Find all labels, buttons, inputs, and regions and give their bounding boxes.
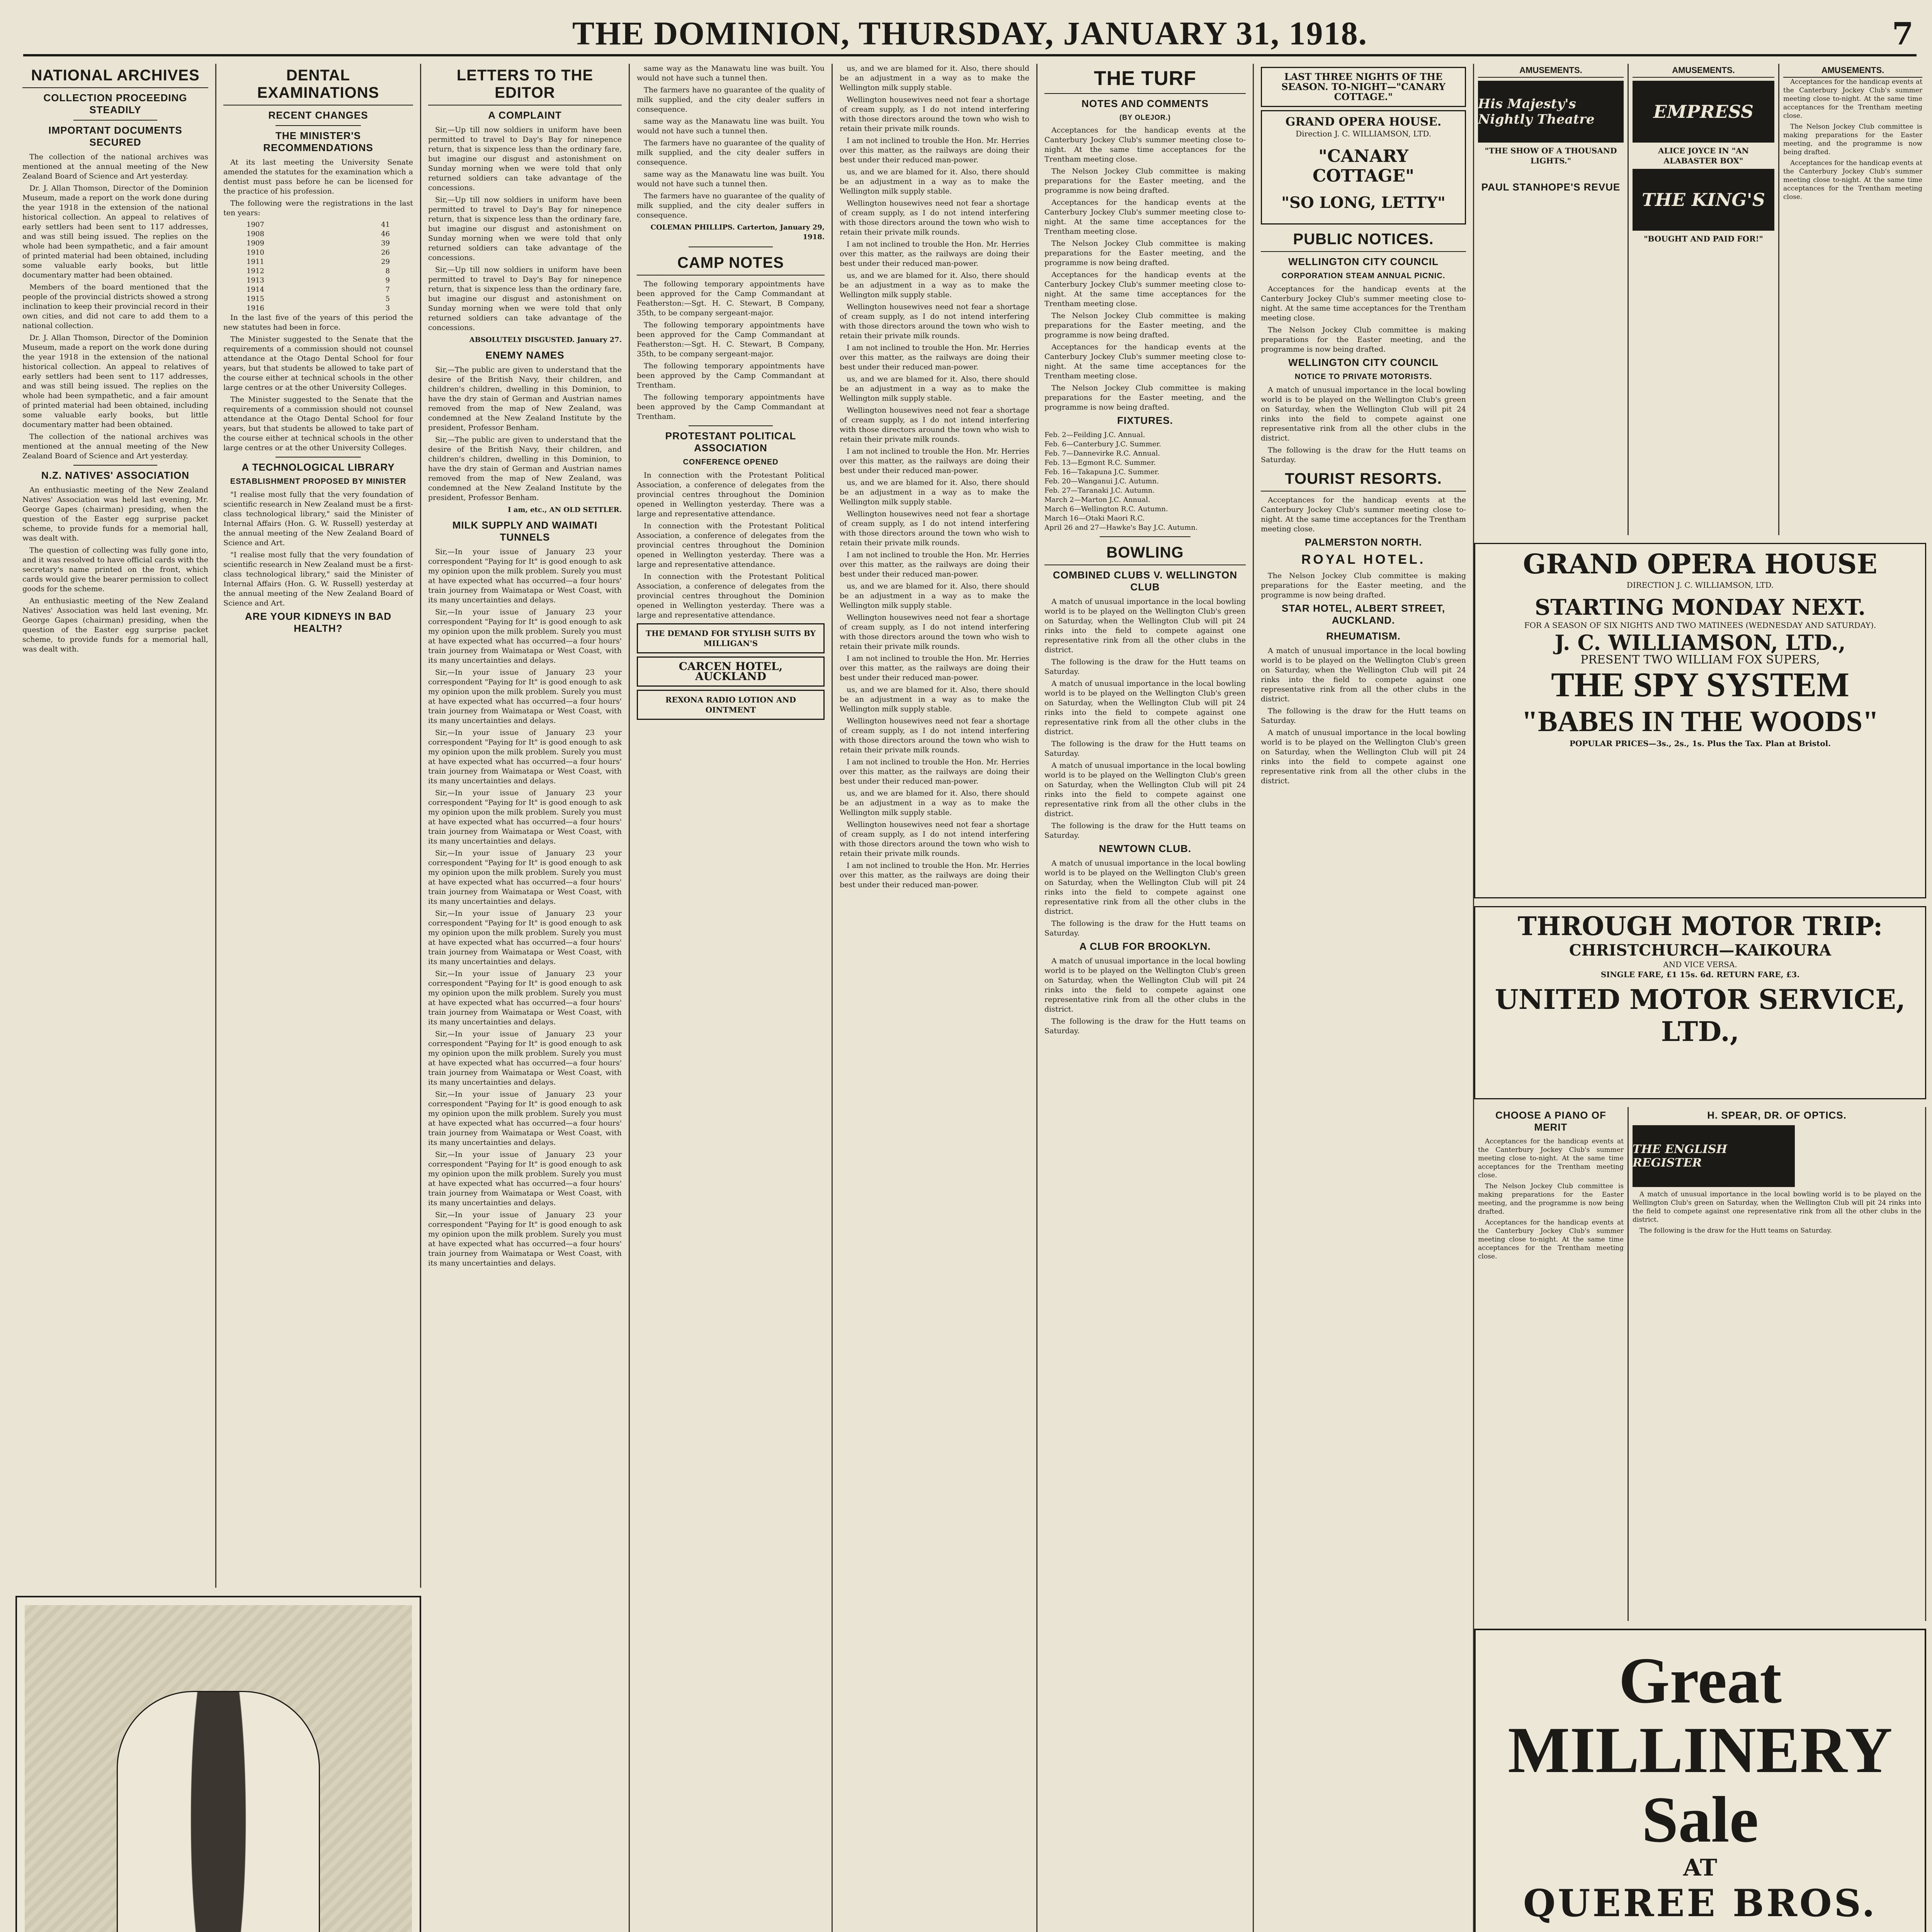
paragraph: Acceptances for the handicap events at the Canterbury Jockey Club's summer meeting close to-night. At the same time acceptances for the Trentham meeting close. [1783,159,1922,201]
section-heading: TOURIST RESORTS. [1261,467,1466,492]
paragraph: The Nelson Jockey Club committee is making preparations for the Easter meeting, and the programme is now being drafted. [1783,123,1922,156]
list-item: 1912 8 [247,267,390,275]
notice-heading: CORPORATION STEAM ANNUAL PICNIC. [1281,272,1446,280]
paragraph: Wellington housewives need not fear a shortage of cream supply, as I do not intend interfering with those directors around the town who wish to retain their private milk rounds. [840,820,1029,858]
paragraph: Sir,—In your issue of January 23 your correspondent "Paying for It" is good enough to ask my opinion upon the milk problem. Surely you must at have expected what has occurred—a four hours' train journey from Waimatapa or West Coast, with its many uncertainties and delays. [428,849,622,906]
paragraph: The Nelson Jockey Club committee is making preparations for the Easter meeting, and the programme is now being drafted. [1044,384,1246,412]
show-title: "SO LONG, LETTY" [1281,194,1446,212]
paragraph: The farmers have no guarantee of the quality of milk supplied, and the city dealer suffers in consequence. [637,86,825,114]
paragraph: us, and we are blamed for it. Also, there should be an adjustment in a way as to make the Wellington milk supply stable. [840,168,1029,196]
paragraph: Wellington housewives need not fear a shortage of cream supply, as I do not intend interfering with those directors around the town who wish to retain their private milk rounds. [840,717,1029,754]
section-heading: PUBLIC NOTICES. [1261,228,1466,252]
ad-column [1629,1107,1926,1621]
list-item: Feb. 7—Dannevirke R.C. Annual. [1044,449,1160,457]
classified-ad [637,690,825,720]
paragraph: The farmers have no guarantee of the quality of milk supplied, and the city dealer suffers in consequence. [637,192,825,219]
paragraph: The Nelson Jockey Club committee is making preparations for the Easter meeting, and the programme is now being drafted. [1261,571,1466,599]
list-item: 1914 7 [247,286,390,294]
paragraph: The following is the draw for the Hutt teams on Saturday. [1044,919,1246,937]
paragraph: A match of unusual importance in the local bowling world is to be played on the Wellington Club's green on Saturday, when the Wellington Club will pit 24 rinks into the field to compete against one representative rink from all the other clubs in the district. [1261,646,1466,703]
article-body [428,547,622,1268]
paragraph: us, and we are blamed for it. Also, there should be an adjustment in a way as to make the Wellington milk supply stable. [840,685,1029,713]
fixtures-list [1044,430,1246,532]
paragraph: A match of unusual importance in the local bowling world is to be played on the Wellington Club's green on Saturday, when the Wellington Club will pit 24 rinks into the field to compete against one representative rink from all the other clubs in the district. [1261,386,1466,442]
article-heading: CAMP NOTES [637,251,825,276]
ad-text: LAST THREE NIGHTS OF THE SEASON. TO-NIGHT—"CANARY COTTAGE." [1281,71,1446,102]
paragraph: I am not inclined to trouble the Hon. Mr. Herries over this matter, as the railways are doing their best under their reduced man-power. [840,654,1029,682]
ad-column [1629,64,1779,535]
article-subheading: COMBINED CLUBS V. WELLINGTON CLUB [1053,569,1238,593]
ad-title: J. C. WILLIAMSON, LTD., [1554,630,1846,655]
article-subheading: NOTES AND COMMENTS [1081,98,1209,109]
paragraph: Sir,—In your issue of January 23 your correspondent "Paying for It" is good enough to ask my opinion upon the milk problem. Surely you must at have expected what has occurred—a four hours' train journey from Waimatapa or West Coast, with its many uncertainties and delays. [428,1090,622,1147]
section-label: AMUSEMENTS. [1783,64,1922,78]
paragraph: Acceptances for the handicap events at the Canterbury Jockey Club's summer meeting close to-night. At the same time acceptances for the Trentham meeting close. [1044,343,1246,380]
article-subheading: ENEMY NAMES [485,349,565,361]
show-title: "CANARY COTTAGE" [1312,146,1415,186]
column-camp-notes [630,64,833,1932]
article-subheading: CONFERENCE OPENED [683,458,779,466]
article-body [22,152,208,461]
article-subheading: THE MINISTER'S RECOMMENDATIONS [263,130,373,153]
ad-title: PAUL STANHOPE'S REVUE [1481,181,1621,193]
ad-title: UNITED MOTOR SERVICE, LTD., [1495,983,1906,1048]
lady-figure [117,1691,320,1932]
ad-body [1633,1190,1921,1235]
column-notices [1254,64,1474,1932]
paragraph: The Minister suggested to the Senate that the requirements of a commission should not counsel attendance at the Otago Dental School for four years, but that students be allowed to take part of the course either at technical schools in the other large centres or at the other University Colleges. [223,335,413,392]
shop-name: QUEREE BROS. [1523,1881,1877,1925]
paragraph: An enthusiastic meeting of the New Zealand Natives' Association was held last evening, Mr. George Gapes (chairman) presiding, when the question of the Easter egg surprise packet scheme, to provide funds for a memorial hall, was dealt with. [22,597,208,653]
paragraph: Wellington housewives need not fear a shortage of cream supply, as I do not intend interfering with those directors around the town who wish to retain their private milk rounds. [840,406,1029,444]
list-item: Feb. 20—Wanganui J.C. Autumn. [1044,477,1159,485]
ad-text: DIRECTION J. C. WILLIAMSON, LTD. [1626,580,1774,590]
article-subheading: IMPORTANT DOCUMENTS SECURED [48,124,182,148]
ad-column [1474,64,1629,535]
paragraph: Sir,—The public are given to understand that the desire of the British Navy, their children, and children's children, dwelling in this Dominion, to have the dry stain of German and Austrian names removed from the map of New Zealand, was condemned at the New Zealand Institute by the president, Professor Benham. [428,366,622,432]
paragraph: us, and we are blamed for it. Also, there should be an adjustment in a way as to make the Wellington milk supply stable. [840,478,1029,506]
list-item: March 2—Marton J.C. Annual. [1044,496,1150,504]
masthead [23,12,1917,56]
paragraph: The following is the draw for the Hutt teams on Saturday. [1044,740,1246,758]
english-register-logo: THE ENGLISH REGISTER [1633,1125,1795,1187]
paragraph: The following is the draw for the Hutt teams on Saturday. [1044,1017,1246,1035]
paragraph: The Nelson Jockey Club committee is making preparations for the Easter meeting, and the programme is now being drafted. [1044,239,1246,267]
column-dental-examinations [216,64,421,1588]
paragraph: Wellington housewives need not fear a shortage of cream supply, as I do not intend interfering with those directors around the town who wish to retain their private milk rounds. [840,613,1029,651]
paragraph: "I realise most fully that the very foundation of scientific research in New Zealand must be a first-class technological library," said the Minister of Internal Affairs (Hon. G. W. Russell) yesterday at the annual meeting of the New Zealand Board of Science and Art. [223,490,413,547]
paragraph: Sir,—In your issue of January 23 your correspondent "Paying for It" is good enough to ask my opinion upon the milk problem. Surely you must at have expected what has occurred—a four hours' train journey from Waimatapa or West Coast, with its many uncertainties and delays. [428,909,622,966]
paragraph: A match of unusual importance in the local bowling world is to be played on the Wellington Club's green on Saturday, when the Wellington Club will pit 24 rinks into the field to compete against one representative rink from all the other clubs in the district. [1044,859,1246,916]
ad-text: THE DEMAND FOR STYLISH SUITS BY MILLIGAN'S [646,629,816,648]
ad-title: CHOOSE A PIANO OF MERIT [1495,1109,1606,1133]
article-body [223,313,413,453]
paragraph: Dr. J. Allan Thomson, Director of the Dominion Museum, made a report on the work done during the year 1918 in the extension of the national historical collection. An appeal to relatives of early settlers had been sent to 117 addresses, and was still being issued. The replies on the whole had been sympathetic, and a fair amount of printed material had been obtained, including some valuable early books, but little documentary matter had been obtained. [22,333,208,429]
paragraph: The following is the draw for the Hutt teams on Saturday. [1639,1227,1832,1235]
paragraph: Sir,—In your issue of January 23 your correspondent "Paying for It" is good enough to ask my opinion upon the milk problem. Surely you must at have expected what has occurred—a four hours' train journey from Waimatapa or West Coast, with its many uncertainties and delays. [428,548,622,604]
classified-ad [637,623,825,653]
article-subheading: NEWTOWN CLUB. [1099,843,1192,854]
ad-text: AND VICE VERSA. [1663,960,1737,969]
notice-heading: NOTICE TO PRIVATE MOTORISTS. [1294,372,1432,381]
paragraph: Sir,—In your issue of January 23 your correspondent "Paying for It" is good enough to ask my opinion upon the milk problem. Surely you must at have expected what has occurred—a four hours' train journey from Waimatapa or West Coast, with its many uncertainties and delays. [428,728,622,785]
list-item: March 16—Otaki Maori R.C. [1044,514,1145,522]
paragraph: The Minister suggested to the Senate that the requirements of a commission should not counsel attendance at the Otago Dental School for four years, but that students be allowed to take part of the course either at technical schools in the other large centres or at the other University Colleges. [223,395,413,452]
ad-text: SINGLE FARE, £1 15s. 6d. RETURN FARE, £3. [1600,970,1800,979]
paragraph: Dr. J. Allan Thomson, Director of the Dominion Museum, made a report on the work done during the year 1918 in the extension of the national historical collection. An appeal to relatives of early settlers had been sent to 117 addresses, and was still being issued. The replies on the whole had been sympathetic, and a fair amount of printed material had been obtained, including some valuable early books, but little documentary matter had been obtained. [22,184,208,279]
paragraph: An enthusiastic meeting of the New Zealand Natives' Association was held last evening, Mr. George Gapes (chairman) presiding, when the question of the Easter egg surprise packet scheme, to provide funds for a memorial hall, was dealt with. [22,486,208,543]
list-item: 1909 39 [247,239,390,247]
list-item: 1911 29 [247,258,390,266]
paragraph: Wellington housewives need not fear a shortage of cream supply, as I do not intend interfering with those directors around the town who wish to retain their private milk rounds. [840,199,1029,236]
article-subheading: ESTABLISHMENT PROPOSED BY MINISTER [230,477,406,486]
signature: COLEMAN PHILLIPS. Carterton, January 29, 1918. [650,223,825,241]
notice-heading: STAR HOTEL, ALBERT STREET, AUCKLAND. [1281,602,1446,626]
ad-body [1783,78,1922,201]
list-item: 1916 3 [247,304,390,312]
list-item: 1907 41 [247,221,390,229]
list-item: April 26 and 27—Hawke's Bay J.C. Autumn. [1044,524,1198,532]
list-item: 1913 9 [247,276,390,284]
page-number: 7 [1892,15,1913,52]
ad-title: CHRISTCHURCH—KAIKOURA [1569,941,1832,959]
signature: I am, etc., AN OLD SETTLER. [508,506,622,514]
article-body [22,485,208,654]
paragraph: Members of the board mentioned that the people of the provincial districts showed a strong inclination to keep their provincial record in their own cities, and did not care to add them to a national collection. [22,283,208,330]
paragraph: us, and we are blamed for it. Also, there should be an adjustment in a way as to make the Wellington milk supply stable. [840,789,1029,817]
ad-text: AT [1683,1854,1717,1881]
list-item: Feb. 6—Canterbury J.C. Summer. [1044,440,1161,448]
article-body [223,158,413,218]
article-body [1044,859,1246,938]
notice-heading: WELLINGTON CITY COUNCIL [1288,357,1439,368]
ad-title: H. SPEAR, DR. OF OPTICS. [1707,1109,1847,1121]
section-label: AMUSEMENTS. [1478,64,1624,78]
paragraph: Sir,—Up till now soldiers in uniform have been permitted to travel to Day's Bay for ninepence return, that is sixpence less than the ordinary fare, but imagine our disgust and astonishment on Sunday morning when we were told that only returned soldiers can take advantage of the concessions. [428,265,622,332]
article-subheading: A TECHNOLOGICAL LIBRARY [242,461,395,473]
article-body [223,490,413,608]
ad-text: PRESENT TWO WILLIAM FOX SUPERS, [1580,653,1820,667]
column-turf-bowling [1037,64,1254,1932]
paragraph: A match of unusual importance in the local bowling world is to be played on the Wellington Club's green on Saturday, when the Wellington Club will pit 24 rinks into the field to compete against one representative rink from all the other clubs in the district. [1044,761,1246,818]
kings-logo: THE KING'S [1633,169,1774,231]
notice-body [1261,495,1466,534]
list-item: 1910 26 [247,248,390,257]
paragraph: In the last five of the years of this period the new statutes had been in force. [223,313,413,332]
registrations-list [223,220,413,313]
article-subheading: MILK SUPPLY AND WAIMATI TUNNELS [452,519,598,543]
article-body [840,64,1029,890]
article-body [428,125,622,345]
paragraph: The collection of the national archives was mentioned at the annual meeting of the New Zealand Board of Science and Art yesterday. [22,153,208,180]
list-item: Feb. 27—Taranaki J.C. Autumn. [1044,486,1155,495]
paragraph: In connection with the Protestant Political Association, a conference of delegates from the provincial centres throughout the Dominion opened in Wellington yesterday. There was a large and representative attendance. [637,522,825,569]
list-item: 1908 46 [247,230,390,238]
kodak-advertisement [15,1596,421,1932]
paragraph: In connection with the Protestant Political Association, a conference of delegates from the provincial centres throughout the Dominion opened in Wellington yesterday. There was a large and representative attendance. [637,572,825,619]
paragraph: Sir,—In your issue of January 23 your correspondent "Paying for It" is good enough to ask my opinion upon the milk problem. Surely you must at have expected what has occurred—a four hours' train journey from Waimatapa or West Coast, with its many uncertainties and delays. [428,1211,622,1267]
paragraph: Acceptances for the handicap events at the Canterbury Jockey Club's summer meeting close to-night. At the same time acceptances for the Trentham meeting close. [1783,78,1922,120]
notice-heading: WELLINGTON CITY COUNCIL [1288,256,1439,267]
paragraph: The Nelson Jockey Club committee is making preparations for the Easter meeting, and the programme is now being drafted. [1044,311,1246,339]
paragraph: same way as the Manawatu line was built. You would not have such a tunnel then. [637,64,825,82]
article-heading: LETTERS TO THE EDITOR [428,64,622,105]
byline: (BY OLEJOR.) [1119,114,1171,121]
article-heading: NATIONAL ARCHIVES [22,64,208,88]
ad-text: ALICE JOYCE IN "AN ALABASTER BOX" [1658,146,1749,165]
advertisements-section [1474,64,1926,1932]
article-subheading: A CLUB FOR BROOKLYN. [1079,940,1211,952]
paragraph: The collection of the national archives was mentioned at the annual meeting of the New Zealand Board of Science and Art yesterday. [22,432,208,460]
paragraph: I am not inclined to trouble the Hon. Mr. Herries over this matter, as the railways are doing their best under their reduced man-power. [840,240,1029,268]
paragraph: A match of unusual importance in the local bowling world is to be played on the Wellington Club's green on Saturday, when the Wellington Club will pit 24 rinks into the field to compete against one representative rink from all the other clubs in the district. [1044,679,1246,736]
paragraph: same way as the Manawatu line was built. You would not have such a tunnel then. [637,117,825,135]
paragraph: I am not inclined to trouble the Hon. Mr. Herries over this matter, as the railways are doing their best under their reduced man-power. [840,344,1029,371]
article-heading: BOWLING [1044,541,1246,565]
paragraph: I am not inclined to trouble the Hon. Mr. Herries over this matter, as the railways are doing their best under their reduced man-power. [840,861,1029,889]
notice-heading: ROYAL HOTEL. [1301,552,1426,567]
section-label: AMUSEMENTS. [1633,64,1774,78]
paragraph: Sir,—In your issue of January 23 your correspondent "Paying for It" is good enough to ask my opinion upon the milk problem. Surely you must at have expected what has occurred—a four hours' train journey from Waimatapa or West Coast, with its many uncertainties and delays. [428,1150,622,1207]
paragraph: Acceptances for the handicap events at the Canterbury Jockey Club's summer meeting close to-night. At the same time acceptances for the Trentham meeting close. [1261,285,1466,322]
motor-service-ad [1474,906,1926,1099]
paragraph: The following were the registrations in the last ten years: [223,199,413,217]
ad-text: "BOUGHT AND PAID FOR!" [1644,234,1763,243]
paragraph: The Nelson Jockey Club committee is making preparations for the Easter meeting, and the programme is now being drafted. [1044,167,1246,195]
article-body [637,279,825,422]
ad-column [1779,64,1926,535]
paragraph: Sir,—In your issue of January 23 your correspondent "Paying for It" is good enough to ask my opinion upon the milk problem. Surely you must at have expected what has occurred—a four hours' train journey from Waimatapa or West Coast, with its many uncertainties and delays. [428,608,622,665]
paragraph: A match of unusual importance in the local bowling world is to be played on the Wellington Club's green on Saturday, when the Wellington Club will pit 24 rinks into the field to compete against one representative rink from all the other clubs in the district. [1633,1190,1921,1224]
paragraph: The following temporary appointments have been approved for the Camp Commandant at Featherston:—Sgt. H. C. Stewart, B Company, 35th, to be company sergeant-major. [637,280,825,317]
paragraph: The following is the draw for the Hutt teams on Saturday. [1261,446,1466,464]
paragraph: us, and we are blamed for it. Also, there should be an adjustment in a way as to make the Wellington milk supply stable. [840,375,1029,403]
paragraph: Acceptances for the handicap events at the Canterbury Jockey Club's summer meeting close to-night. At the same time acceptances for the Trentham meeting close. [1478,1219,1624,1260]
illustration-lady-with-camera [25,1605,412,1932]
list-item: March 6—Wellington R.C. Autumn. [1044,505,1168,513]
paragraph: The farmers have no guarantee of the quality of milk supplied, and the city dealer suffers in consequence. [637,139,825,167]
signature: ABSOLUTELY DISGUSTED. January 27. [469,336,622,344]
notice-body [1261,385,1466,465]
paragraph: The following is the draw for the Hutt teams on Saturday. [1044,821,1246,840]
paragraph: Sir,—In your issue of January 23 your correspondent "Paying for It" is good enough to ask my opinion upon the milk problem. Surely you must at have expected what has occurred—a four hours' train journey from Waimatapa or West Coast, with its many uncertainties and delays. [428,668,622,725]
article-body [428,365,622,515]
notice-body [1261,571,1466,600]
paragraph: The question of collecting was fully gone into, and it was resolved to have official cards with the secretary's name printed on the front, which cards would give the bearer permission to collect goods for the scheme. [22,546,208,593]
paragraph: Sir,—Up till now soldiers in uniform have been permitted to travel to Day's Bay for ninepence return, that is sixpence less than the ordinary fare, but imagine our disgust and astonishment on Sunday morning when we were told that only returned soldiers can take advantage of the concessions. [428,196,622,262]
paragraph: "I realise most fully that the very foundation of scientific research in New Zealand must be a first-class technological library," said the Minister of Internal Affairs (Hon. G. W. Russell) yesterday at the annual meeting of the New Zealand Board of Science and Art. [223,551,413,607]
paragraph: I am not inclined to trouble the Hon. Mr. Herries over this matter, as the railways are doing their best under their reduced man-power. [840,758,1029,786]
article-body [637,64,825,242]
empress-logo: EMPRESS [1633,81,1774,143]
paragraph: Sir,—In your issue of January 23 your correspondent "Paying for It" is good enough to ask my opinion upon the milk problem. Surely you must at have expected what has occurred—a four hours' train journey from Waimatapa or West Coast, with its many uncertainties and delays. [428,789,622,845]
article-body [1044,956,1246,1036]
article-heading: THE TURF [1044,64,1246,94]
paragraph: us, and we are blamed for it. Also, there should be an adjustment in a way as to make the Wellington milk supply stable. [840,271,1029,299]
article-subheading: N.Z. NATIVES' ASSOCIATION [41,469,190,481]
ad-title: STARTING MONDAY NEXT. [1534,595,1866,620]
paragraph: Wellington housewives need not fear a shortage of cream supply, as I do not intend interfering with those directors around the town who wish to retain their private milk rounds. [840,95,1029,133]
paragraph: In connection with the Protestant Political Association, a conference of delegates from the provincial centres throughout the Dominion opened in Wellington yesterday. There was a large and representative attendance. [637,471,825,518]
paragraph: The following temporary appointments have been approved by the Camp Commandant at Trentham. [637,393,825,421]
paragraph: A match of unusual importance in the local bowling world is to be played on the Wellington Club's green on Saturday, when the Wellington Club will pit 24 rinks into the field to compete against one representative rink from all the other clubs in the district. [1044,597,1246,654]
paragraph: Sir,—In your issue of January 23 your correspondent "Paying for It" is good enough to ask my opinion upon the milk problem. Surely you must at have expected what has occurred—a four hours' train journey from Waimatapa or West Coast, with its many uncertainties and delays. [428,1030,622,1087]
masthead-title: THE DOMINION, THURSDAY, JANUARY 31, 1918. [572,15,1368,52]
article-subheading: PROTESTANT POLITICAL ASSOCIATION [665,430,796,454]
list-item: Feb. 16—Takapuna J.C. Summer. [1044,468,1160,476]
notice-body [1261,646,1466,786]
ad-title: GRAND OPERA HOUSE. [1285,115,1442,129]
classified-ad [637,656,825,687]
paragraph: Wellington housewives need not fear a shortage of cream supply, as I do not intend interfering with those directors around the town who wish to retain their private milk rounds. [840,510,1029,547]
ad-column [1474,1107,1629,1621]
ad-text: Direction J. C. WILLIAMSON, LTD. [1296,129,1431,138]
paragraph: Acceptances for the handicap events at the Canterbury Jockey Club's summer meeting close to-night. At the same time acceptances for the Trentham meeting close. [1478,1138,1624,1179]
ad-text: REXONA RADIO LOTION AND OINTMENT [665,695,796,714]
ad-heading: ARE YOUR KIDNEYS IN BAD HEALTH? [245,611,392,634]
divider [689,425,773,426]
paragraph: The following temporary appointments have been approved by the Camp Commandant at Trentham. [637,362,825,389]
list-item: 1915 5 [247,295,390,303]
paragraph: The Nelson Jockey Club committee is making preparations for the Easter meeting, and the programme is now being drafted. [1261,326,1466,354]
ad-title: "BABES IN THE WOODS" [1521,705,1879,738]
divider [73,465,157,466]
paragraph: I am not inclined to trouble the Hon. Mr. Herries over this matter, as the railways are doing their best under their reduced man-power. [840,136,1029,164]
notice-heading: RHEUMATISM. [1326,630,1401,642]
ad-title: THE SPY SYSTEM [1551,666,1849,704]
list-item: Feb. 2—Feilding J.C. Annual. [1044,431,1145,439]
column-letters [421,64,630,1932]
notice-heading: PALMERSTON NORTH. [1304,536,1422,548]
paragraph: Acceptances for the handicap events at the Canterbury Jockey Club's summer meeting close to-night. At the same time acceptances for the Trentham meeting close. [1044,270,1246,308]
paragraph: us, and we are blamed for it. Also, there should be an adjustment in a way as to make the Wellington milk supply stable. [840,582,1029,610]
paragraph: At its last meeting the University Senate amended the statutes for the examination which a dentist must pass before he can be licensed for the practice of his profession. [223,158,413,196]
his-majestys-logo: His Majesty's Nightly Theatre [1478,81,1624,143]
theatre-ad [1261,67,1466,107]
paragraph: Sir,—Up till now soldiers in uniform have been permitted to travel to Day's Bay for ninepence return, that is sixpence less than the ordinary fare, but imagine our disgust and astonishment on Sunday morning when we were told that only returned soldiers can take advantage of the concessions. [428,126,622,192]
ad-text: FOR A SEASON OF SIX NIGHTS AND TWO MATINEES (WEDNESDAY AND SATURDAY). [1524,621,1876,630]
paragraph: Acceptances for the handicap events at the Canterbury Jockey Club's summer meeting close to-night. At the same time acceptances for the Trentham meeting close. [1044,126,1246,163]
article-body [1044,126,1246,412]
paragraph: Sir,—The public are given to understand that the desire of the British Navy, their children, and children's children, dwelling in this Dominion, to have the dry stain of German and Austrian names removed from the map of New Zealand, was condemned at the New Zealand Institute by the president, Professor Benham. [428,435,622,502]
column-milk-supply [833,64,1037,1932]
ad-text: "THE SHOW OF A THOUSAND LIGHTS." [1485,146,1617,165]
ad-text: POPULAR PRICES—3s., 2s., 1s. Plus the Tax. Plan at Bristol. [1569,739,1831,748]
divider [73,120,157,121]
paragraph: Sir,—In your issue of January 23 your correspondent "Paying for It" is good enough to ask my opinion upon the milk problem. Surely you must at have expected what has occurred—a four hours' train journey from Waimatapa or West Coast, with its many uncertainties and delays. [428,969,622,1026]
ad-title: THROUGH MOTOR TRIP: [1517,911,1883,941]
list-item: Feb. 13—Egmont R.C. Summer. [1044,459,1156,467]
article-body [637,471,825,620]
paragraph: Acceptances for the handicap events at the Canterbury Jockey Club's summer meeting close to-night. At the same time acceptances for the Trentham meeting close. [1261,496,1466,533]
paragraph: The Nelson Jockey Club committee is making preparations for the Easter meeting, and the programme is now being drafted. [1478,1182,1624,1216]
ad-body [1478,1137,1624,1261]
divider [276,125,361,126]
article-subheading: A COMPLAINT [488,109,562,121]
grand-opera-house-ad [1474,543,1926,898]
paragraph: A match of unusual importance in the local bowling world is to be played on the Wellington Club's green on Saturday, when the Wellington Club will pit 24 rinks into the field to compete against one representative rink from all the other clubs in the district. [1044,957,1246,1014]
paragraph: The following is the draw for the Hutt teams on Saturday. [1261,707,1466,725]
ad-title: GRAND OPERA HOUSE [1523,548,1878,580]
paragraph: I am not inclined to trouble the Hon. Mr. Herries over this matter, as the railways are doing their best under their reduced man-power. [840,447,1029,475]
paragraph: The following is the draw for the Hutt teams on Saturday. [1044,658,1246,676]
ad-text: CARCEN HOTEL, AUCKLAND [679,660,783,683]
paragraph: same way as the Manawatu line was built. You would not have such a tunnel then. [637,170,825,188]
paragraph: Acceptances for the handicap events at the Canterbury Jockey Club's summer meeting close to-night. At the same time acceptances for the Trentham meeting close. [1044,198,1246,236]
paragraph: Wellington housewives need not fear a shortage of cream supply, as I do not intend interfering with those directors around the town who wish to retain their private milk rounds. [840,303,1029,340]
paragraph: I am not inclined to trouble the Hon. Mr. Herries over this matter, as the railways are doing their best under their reduced man-power. [840,551,1029,578]
ad-title: Great MILLINERY Sale [1508,1644,1893,1856]
divider [1100,536,1190,537]
column-national-archives [15,64,216,1588]
article-subheading: RECENT CHANGES [268,109,368,121]
paragraph: The following temporary appointments have been approved for the Camp Commandant at Featherston:—Sgt. H. C. Stewart, B Company, 35th, to be company sergeant-major. [637,321,825,358]
article-body [1044,597,1246,840]
fixtures-heading: FIXTURES. [1117,415,1173,426]
theatre-ad [1261,110,1466,224]
millinery-sale-ad [1474,1629,1926,1932]
notice-body [1261,284,1466,354]
article-subheading: COLLECTION PROCEEDING STEADILY [43,92,187,116]
paragraph: us, and we are blamed for it. Also, there should be an adjustment in a way as to make the Wellington milk supply stable. [840,64,1029,92]
article-heading: DENTAL EXAMINATIONS [223,64,413,105]
paragraph: A match of unusual importance in the local bowling world is to be played on the Wellington Club's green on Saturday, when the Wellington Club will pit 24 rinks into the field to compete against one representative rink from all the other clubs in the district. [1261,728,1466,785]
